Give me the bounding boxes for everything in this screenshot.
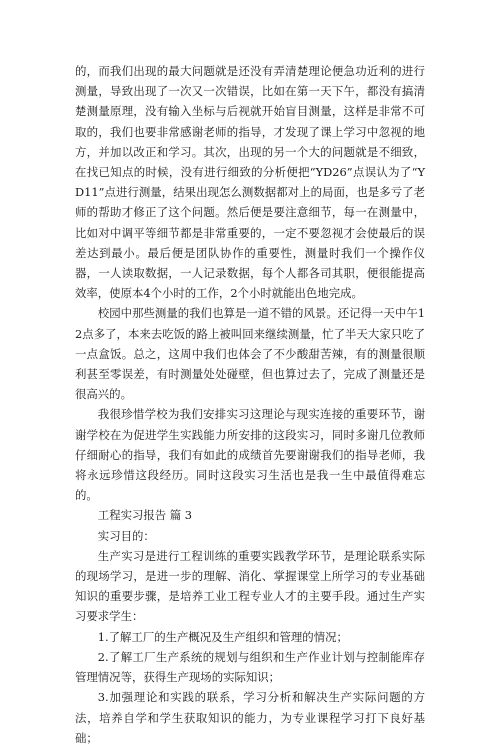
paragraph-measurement-lessons: 的，而我们出现的最大问题就是还没有弄清楚理论便急功近利的进行测量，导致出现了一次又一次错误，比如在第一天下午，都没有搞清楚测量原理，没有输入坐标与后视就开始盲目测量，这样是非常不可取的，我们也要非常感谢老师的指导，才发现了课上学习中忽视的地方，并加以改正和学习。其次，出现的另一个大的问题就是不细致，在找已知点的时候，没有进行细致的分析便把“YD26”点误认为了“YD11”点进行测量，结果出现怎么测数据都对上的局面，也是多亏了老师的帮助才修正了这个问题。然后便是要注意细节，每一在测量中，比如对中调平等细节都是非常重要的，一定不要忽视才会使最后的误差达到最小。最后便是团队协作的重要性，测量时我们一个操作仪器，一人读取数据，一人记录数据，每个人都各司其职，便很能提高效率，使原本4个小时的工作，2个小时就能出色地完成。 [75, 64, 425, 301]
list-item: 2.了解工厂生产系统的规划与组织和生产作业计划与控制能库存管理情况等，获得生产现场的实际知识； [75, 649, 425, 685]
list-item: 1.了解工厂的生产概况及生产组织和管理的情况； [97, 629, 348, 644]
paragraph-gratitude: 我很珍惜学校为我们安排实习这理论与现实连接的重要环节，谢谢学校在为促进学生实践能力所安排的这段实习，同时多谢几位教师仔细耐心的指导，我们有如此的成绩首先要谢谢我们的指导老师，我将永远珍惜这段经历。同时这段实习生活也是我一生中最值得难忘的。 [75, 407, 425, 503]
list-item: 3.加强理论和实践的联系，学习分析和解决生产实际问题的方法，培养自学和学生获取知识的能力，为专业课程学习打下良好基础； [75, 690, 425, 745]
document-body [75, 61, 425, 748]
paragraph-intro: 生产实习是进行工程训练的重要实践教学环节，是理论联系实际的现场学习，是进一步的理解、消化、掌握课堂上所学习的专业基础知识的重要步骤，是培养工业工程专业人才的主要手段。通过生产实习要求学生： [75, 548, 425, 624]
subheading-purpose: 实习目的： [97, 528, 155, 543]
section-title: 工程实习报告 篇 3 [97, 508, 193, 523]
paragraph-campus-scenery: 校园中那些测量的我们也算是一道不错的风景。还记得一天中午12点多了，本来去吃饭的路上被叫回来继续测量，忙了半天大家只吃了一点盒饭。总之，这周中我们也体会了不少酸甜苦辣，有的测量很顺利甚至零误差，有时测量处处碰壁，但也算过去了，完成了测量还是很高兴的。 [75, 306, 425, 402]
